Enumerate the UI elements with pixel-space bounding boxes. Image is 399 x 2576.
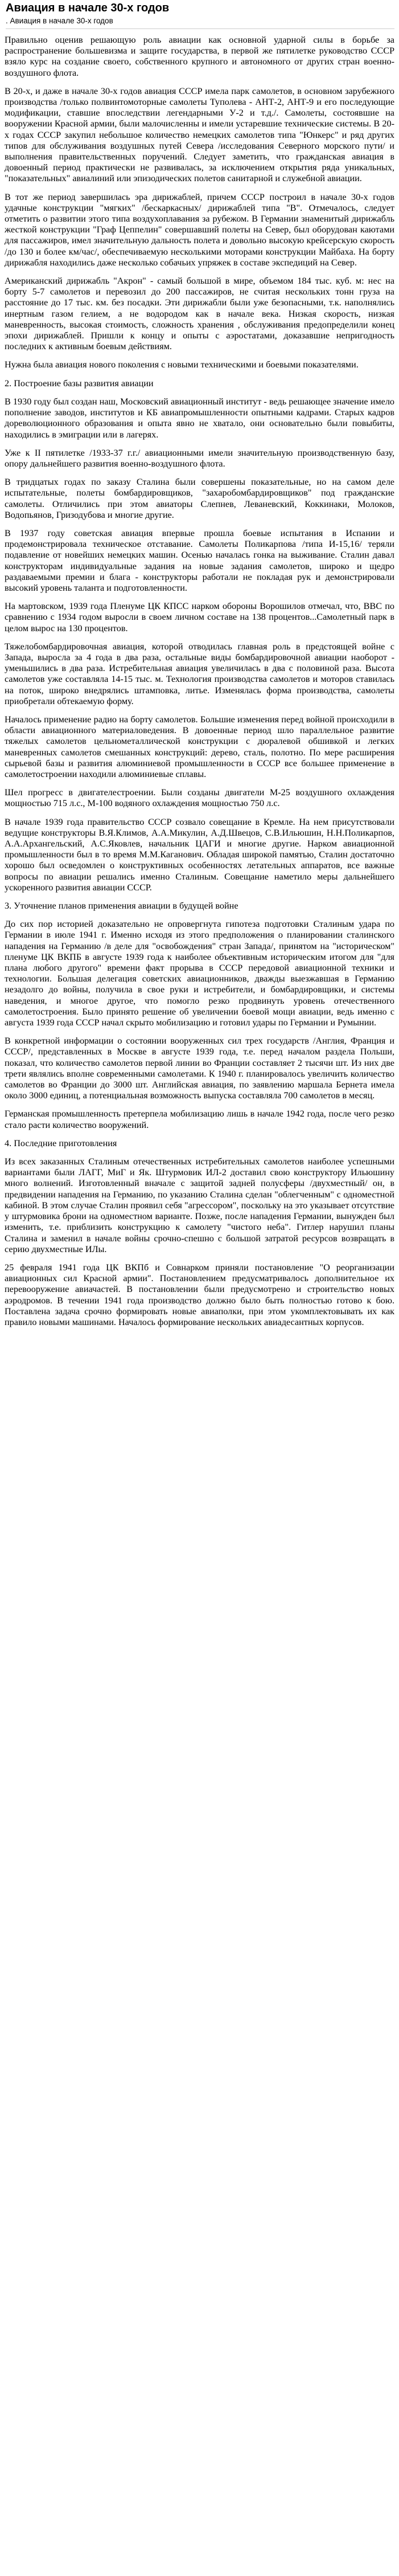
paragraph: В тот же период завершилась эра дирижаблей, причем СССР построил в начале 30-х годов удачные конструкции "мягких" /бескаркасных/ дирижаблей типа "В". Отмечалось, следует отметить о развитии этого типа воздухоплавания за рубежом. В Германии знаменитый дирижабль жесткой конструкции "Граф Цеппелин" совершавший полеты на Север, был оборудован каютами для пассажиров, имел значительную дальность полета и довольно высокую крейсерскую скорость /до 130 и более км/час/, обеспечиваемую несколькими моторами конструкции Майбаха. На борту дирижабля находились даже несколько собачьих упряжек в составе экспедиций на Север.	[5, 191, 394, 268]
paragraph: 25 февраля 1941 года ЦК ВКПб и Совнарком приняли постановление "О реорганизации авиационных сил Красной армии". Постановлением предусматривалось дополнительное их перевооружение авиачастей. В постановлении были предусмотрено и строительство новых аэродромов. В течении 1941 года производство должно было быть полностью готово к бою. Поставлена задача срочно формировать новые авиаполки, при этом укомплектовывать их как правило новыми машинами. Началось формирование нескольких авиадесантных корпусов.	[5, 1262, 394, 1327]
paragraph: В 1937 году советская авиация впервые прошла боевые испытания в Испании и продемонстрировала техническое отставание. Самолеты Поликарпова /типа И-15,16/ теряли подавление от новейших немецких машин. Осенью началась гонка на выживание. Сталин давал конструкторам индивидуальные задания на новые задания самолетов, широко и щедро раздаваемыми премии и блага - конструкторы работали не покладая рук и демонстрировали высокий уровень таланта и подготовленности.	[5, 528, 394, 593]
paragraph: Из всех заказанных Сталиным отечественных истребительных самолетов наиболее успешными вариантами были ЛАГГ, МиГ и Як. Штурмовик ИЛ-2 доставил свою конструктору Ильюшину много волнений. Изготовленный вначале с защитой задней полусферы /двухместный/ он, в предвидении нападения на Германию, по указанию Сталина сделан "облегченным" с одноместной кабиной. В этом случае Сталин проявил себя "агрессором", поскольку на это указывает отсутствие у штурмовика брони на одноместном варианте. Позже, после нападения Германии, вынужден был изменить, т.е. приблизить конструкцию к самолету "чистого неба". Гитлер нарушил планы Сталина и заменил в начале войны срочно-спешно с большой затратой ресурсов возвращать в серию двухместные ИЛы.	[5, 1156, 394, 1254]
paragraph: До сих пор историей доказательно не опровергнута гипотеза подготовки Сталиным удара по Германии в июле 1941 г. Именно исходя из этого предположения о планировании сталинского нападения на Германию /в деле для "освобождения" стран Запада/, принятом на "историческом" пленуме ЦК ВКПБ в августе 1939 года к наиболее объективным историческим итогом для "для плана любого другого" времени факт прорыва в СССР передовой авиационной техники и технологии. Большая делегация советских авиационников, дважды выезжавшая в Германию незадолго до войны, получила в свое руки и истребители, и бомбардировщики, и системы наведения, и многое другое, что помогло резко продвинуть уровень отечественного самолетостроения. Было принято решение об увеличении боевой мощи авиации, ведь именно с августа 1939 года СССР начал скрыто мобилизацию и готовил удары по Германии и Румынии.	[5, 919, 394, 1028]
paragraph: Германская промышленность претерпела мобилизацию лишь в начале 1942 года, после чего резко стало расти количество вооружений.	[5, 1109, 394, 1130]
paragraph: Тяжелобомбардировочная авиация, которой отводилась главная роль в предстоящей войне с Запада, выросла за 4 года в два раза, остальные виды бомбардировочной авиации наоборот - уменьшились в два раза. Истребительная авиация увеличилась в два с половиной раза. Высота самолетов уже составляла 14-15 тыс. м. Технология производства самолетов и моторов ставилась на поток, широко внедрялись штамповка, литье. Изменялась форма производства, самолеты приобретали обтекаемую форму.	[5, 641, 394, 706]
paragraph: В 20-х, и даже в начале 30-х годов авиация СССР имела парк самолетов, в основном зарубежного производства /только полвинтомоторные самолеты Туполева - АНТ-2, АНТ-9 и его последующие модификации, ставшие впоследствии легендарными У-2 и т.д./. Самолеты, состоявшие на вооружении Красной армии, были малочисленны и имели устаревшие технические системы. В 20-х годах СССР закупил небольшое количество немецких самолетов типа "Юнкерс" и ряд других типов для обслуживания воздушных путей Севера /исследования Северного морского пути/ и выполнения правительственных поручений. Следует заметить, что гражданская авиация в довоенный период практически не развивалась, за исключением открытия ряда уникальных, "показательных" авиалиний или эпизодических полетов санитарной и служебной авиации.	[5, 85, 394, 184]
paragraph: Началось применение радио на борту самолетов. Большие изменения перед войной происходили в области авиационного материаловедения. В довоенные период шло параллельное развитие тяжелых самолетов цельнометаллической конструкции с дюралевой обшивкой и легких маневренных самолетов смешанных конструкций: дерево, сталь, полотно. По мере расширения сырьевой базы и развития алюминиевой промышленности в СССР все большее применение в самолетостроении находили алюминиевые сплавы.	[5, 714, 394, 779]
paragraph: Шел прогресс в двигателестроении. Были созданы двигатели М-25 воздушного охлаждения мощностью 715 л.с., М-100 водяного охлаждения мощностью 750 л.с.	[5, 787, 394, 809]
section-heading: 3. Уточнение планов применения авиации в будущей войне	[5, 901, 238, 911]
paragraph: Правильно оценив решающую роль авиации как основной ударной силы в борьбе за распространение большевизма и защите государства, в первой же пятилетке руководство СССР взяло курс на создание своего, собственного крупного и автономного от других стран военно-воздушного флота.	[5, 35, 394, 78]
article-body	[5, 35, 394, 1328]
paragraph: Уже к II пятилетке /1933-37 г.г./ авиационными имели значительную производственную базу, опору дальнейшего развития военно-воздушного флота.	[5, 447, 394, 469]
paragraph: Нужна была авиация нового поколения с новыми техническими и боевыми показателями.	[5, 359, 359, 370]
section-heading: 2. Построение базы развития авиации	[5, 378, 154, 389]
paragraph: В конкретной информации о состоянии вооруженных сил трех государств /Англия, Франция и СССР/, представленных в Москве в августе 1939 года, т.е. перед началом раздела Польши, показал, что количество самолетов первой линии во Франции составляет 2 тысячи шт. Из них две трети являлись вполне современными самолетами. К 1940 г. планировалось увеличить количество самолетов во Франции до 3000 шт. Английская авиация, по заявлению маршала Бернета имела около 3000 единиц, а потенциальная возможность выпуска составляла 700 самолетов в месяц.	[5, 1036, 394, 1101]
paragraph: На мартовском, 1939 года Пленуме ЦК КПСС нарком обороны Ворошилов отмечал, что, ВВС по сравнению с 1934 годом выросли в своем личном составе на 138 процентов...Самолетный парк в целом вырос на 130 процентов.	[5, 601, 394, 633]
paragraph: В начале 1939 года правительство СССР созвало совещание в Кремле. На нем присутствовали ведущие конструкторы В.Я.Климов, А.А.Микулин, А.Д.Швецов, С.В.Ильюшин, Н.Н.Поликарпов, А.А.Архангельский, А.С.Яковлев, начальник ЦАГИ и многие другие. Нарком авиационной промышленности был в то время М.М.Каганович. Обладая широкой памятью, Сталин достаточно хорошо был осведомлен о конструктивных особенностях летательных аппаратов, все важные вопросы по авиации решались именно Сталиным. Совещание наметило меры дальнейшего ускоренного развития авиации СССР.	[5, 816, 394, 893]
page-title: Авиация в начале 30-х годов	[6, 2, 170, 14]
paragraph: Американский дирижабль "Акрон" - самый большой в мире, объемом 184 тыс. куб. м: нес на борту 5-7 самолетов и перевозил до 200 пассажиров, не считая нескольких тонн груза на расстояние до 17 тыс. км. без посадки. Эти дирижабли были уже безопасными, т.к. наполнялись инертным газом гелием, а не водородом как в начале века. Низкая скорость, низкая маневренность, высокая стоимость, сложность хранения , обслуживания предопределили конец эпохи дирижаблей. Пришли к концу и опыты с аэростатами, доказавшие непригодность последних к активным боевым действиям.	[5, 276, 394, 352]
paragraph: В 1930 году был создан наш, Московский авиационный институт - ведь решающее значение имело пополнение заводов, институтов и КБ авиапромышленности опытными кадрами. Старых кадров дореволюционного образования и опыта явно не хватало, они основательно были повыбиты, находились в эмиграции или в лагерях.	[5, 396, 394, 440]
paragraph: В тридцатых годах по заказу Сталина были совершены показательные, но на самом деле испытательные, полеты бомбардировщиков, "захаробомбардировщиков" под гражданские самолеты. Отличились при этом авиаторы Слепнев, Леваневский, Коккинаки, Молоков, Водопьянов, Гризодубова и многие другие.	[5, 477, 394, 520]
section-heading: 4. Последние приготовления	[5, 1138, 117, 1148]
article-breadcrumb: . Авиация в начале 30-х годов	[6, 16, 394, 29]
